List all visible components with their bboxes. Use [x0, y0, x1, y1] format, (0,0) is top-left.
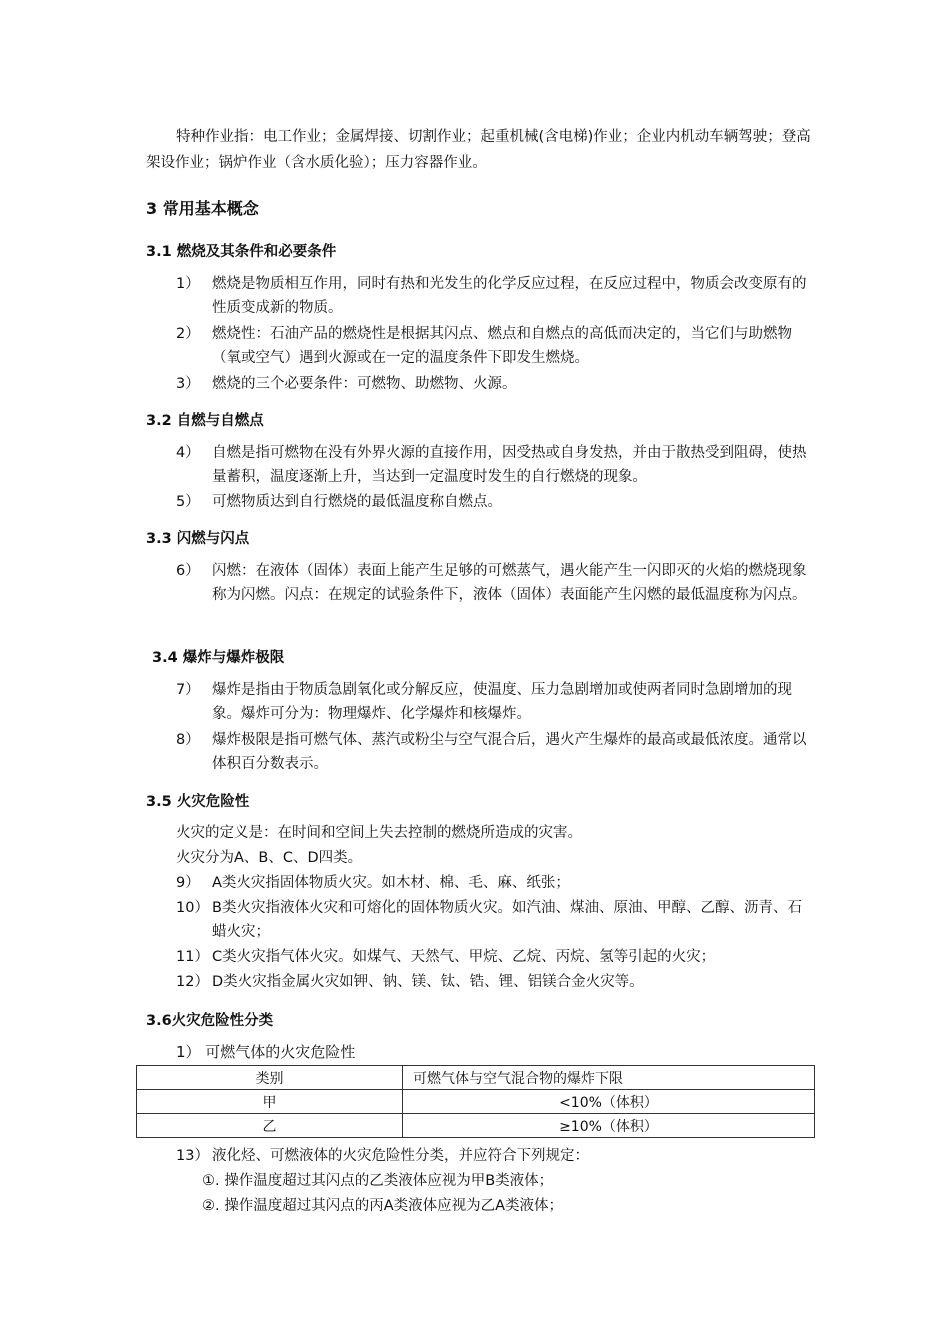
list-item-number: 10） [176, 900, 209, 916]
list-item-number: 12） [176, 974, 209, 990]
table-caption: 1） 可燃气体的火灾危险性 [176, 1043, 356, 1061]
list-item-number: 3） [176, 376, 200, 392]
table-row [137, 1090, 815, 1114]
list-item-number: 11） [176, 949, 209, 965]
list-item-text: 爆炸是指由于物质急剧氧化或分解反应，使温度、压力急剧增加或使两者同时急剧增加的现象。爆炸可分为：物理爆炸、化学爆炸和核爆炸。 [212, 682, 792, 722]
list-item-text: C类火灾指气体火灾。如煤气、天然气、甲烷、乙烷、丙烷、氢等引起的火灾； [212, 949, 716, 965]
list-item [176, 490, 816, 514]
list-item [176, 871, 816, 895]
list-item-text: A类火灾指固体物质火灾。如木材、棉、毛、麻、纸张； [212, 875, 570, 891]
list-item-text: D类火灾指金属火灾如钾、钠、镁、钛、锆、锂、铝镁合金火灾等。 [212, 974, 644, 990]
list-item-text: 自燃是指可燃物在没有外界火源的直接作用，因受热或自身发热，并由于散热受到阻碍，使热量蓄积，温度逐渐上升，当达到一定温度时发生的自行燃烧的现象。 [212, 445, 807, 485]
section-3-6-heading: 3.6火灾危险性分类 [146, 1013, 274, 1029]
section-3-2-heading: 3.2 自燃与自燃点 [146, 413, 264, 429]
list-item-text: 燃烧性：石油产品的燃烧性是根据其闪点、燃点和自燃点的高低而决定的，当它们与助燃物（氧或空气）遇到火源或在一定的温度条件下即发生燃烧。 [212, 326, 792, 366]
list-item-number: 1） [176, 276, 200, 292]
list-item [176, 970, 816, 994]
list-item-text: 爆炸极限是指可燃气体、蒸汽或粉尘与空气混合后，遇火产生爆炸的最高或最低浓度。通常以体积百分数表示。 [212, 732, 807, 772]
list-item-text: 燃烧的三个必要条件：可燃物、助燃物、火源。 [212, 376, 517, 392]
list-item [176, 372, 816, 396]
list-item-text: 闪燃：在液体（固体）表面上能产生足够的可燃蒸气，遇火能产生一闪即灭的火焰的燃烧现象称为闪燃。闪点：在规定的试验条件下，液体（固体）表面能产生闪燃的最低温度称为闪点。 [212, 563, 807, 603]
table-header-cell: 可燃气体与空气混合物的爆炸下限 [403, 1066, 815, 1090]
section-3-3-heading: 3.3 闪燃与闪点 [146, 531, 250, 547]
fire-classes: 火灾分为A、B、C、D四类。 [176, 850, 363, 866]
list-item-number: 7） [176, 682, 200, 698]
section-3-5-heading: 3.5 火灾危险性 [146, 794, 250, 810]
section-3-1-heading: 3.1 燃烧及其条件和必要条件 [146, 244, 337, 260]
list-item-number: 4） [176, 445, 200, 461]
list-item [176, 441, 816, 489]
list-item [176, 1144, 816, 1168]
sub-item: ①. 操作温度超过其闪点的乙类液体应视为甲B类液体； [202, 1173, 554, 1189]
fire-definition: 火灾的定义是：在时间和空间上失去控制的燃烧所造成的灾害。 [176, 825, 582, 841]
list-item [176, 896, 816, 944]
sub-item: ②. 操作温度超过其闪点的丙A类液体应视为乙A类液体； [202, 1198, 564, 1214]
list-item-number: 8） [176, 732, 200, 748]
table-cell: 甲 [137, 1090, 403, 1114]
table-cell: ≥10%（体积） [403, 1114, 815, 1138]
intro-paragraph: 特种作业指：电工作业；金属焊接、切割作业；起重机械(含电梯)作业；企业内机动车辆驾驶；登高架设作业；锅炉作业（含水质化验）；压力容器作业。 [146, 129, 811, 171]
list-item-text: 燃烧是物质相互作用，同时有热和光发生的化学反应过程，在反应过程中，物质会改变原有的性质变成新的物质。 [212, 276, 807, 316]
section-3-4-heading: 3.4 爆炸与爆炸极限 [152, 650, 285, 666]
section-3-heading: 3 常用基本概念 [146, 199, 259, 218]
list-item [176, 272, 816, 320]
list-item-number: 5） [176, 494, 200, 510]
list-item [176, 945, 816, 969]
list-item-text: B类火灾指液体火灾和可熔化的固体物质火灾。如汽油、煤油、原油、甲醇、乙醇、沥青、石蜡火灾； [212, 900, 802, 940]
table-cell: 乙 [137, 1114, 403, 1138]
list-item [176, 559, 816, 607]
table-row [137, 1114, 815, 1138]
table-cell: <10%（体积） [403, 1090, 815, 1114]
table-header-row [137, 1066, 815, 1090]
list-item-text: 可燃物质达到自行燃烧的最低温度称自燃点。 [212, 494, 502, 510]
list-item-number: 6） [176, 563, 200, 579]
list-item [176, 678, 816, 726]
list-item [176, 728, 816, 776]
list-item-text: 液化烃、可燃液体的火灾危险性分类，并应符合下列规定： [212, 1148, 589, 1164]
list-item-number: 9） [176, 875, 200, 891]
list-item [176, 322, 816, 370]
table-header-cell: 类别 [137, 1066, 403, 1090]
list-item-number: 13） [176, 1148, 209, 1164]
list-item-number: 2） [176, 326, 200, 342]
gas-fire-hazard-table [136, 1065, 815, 1138]
